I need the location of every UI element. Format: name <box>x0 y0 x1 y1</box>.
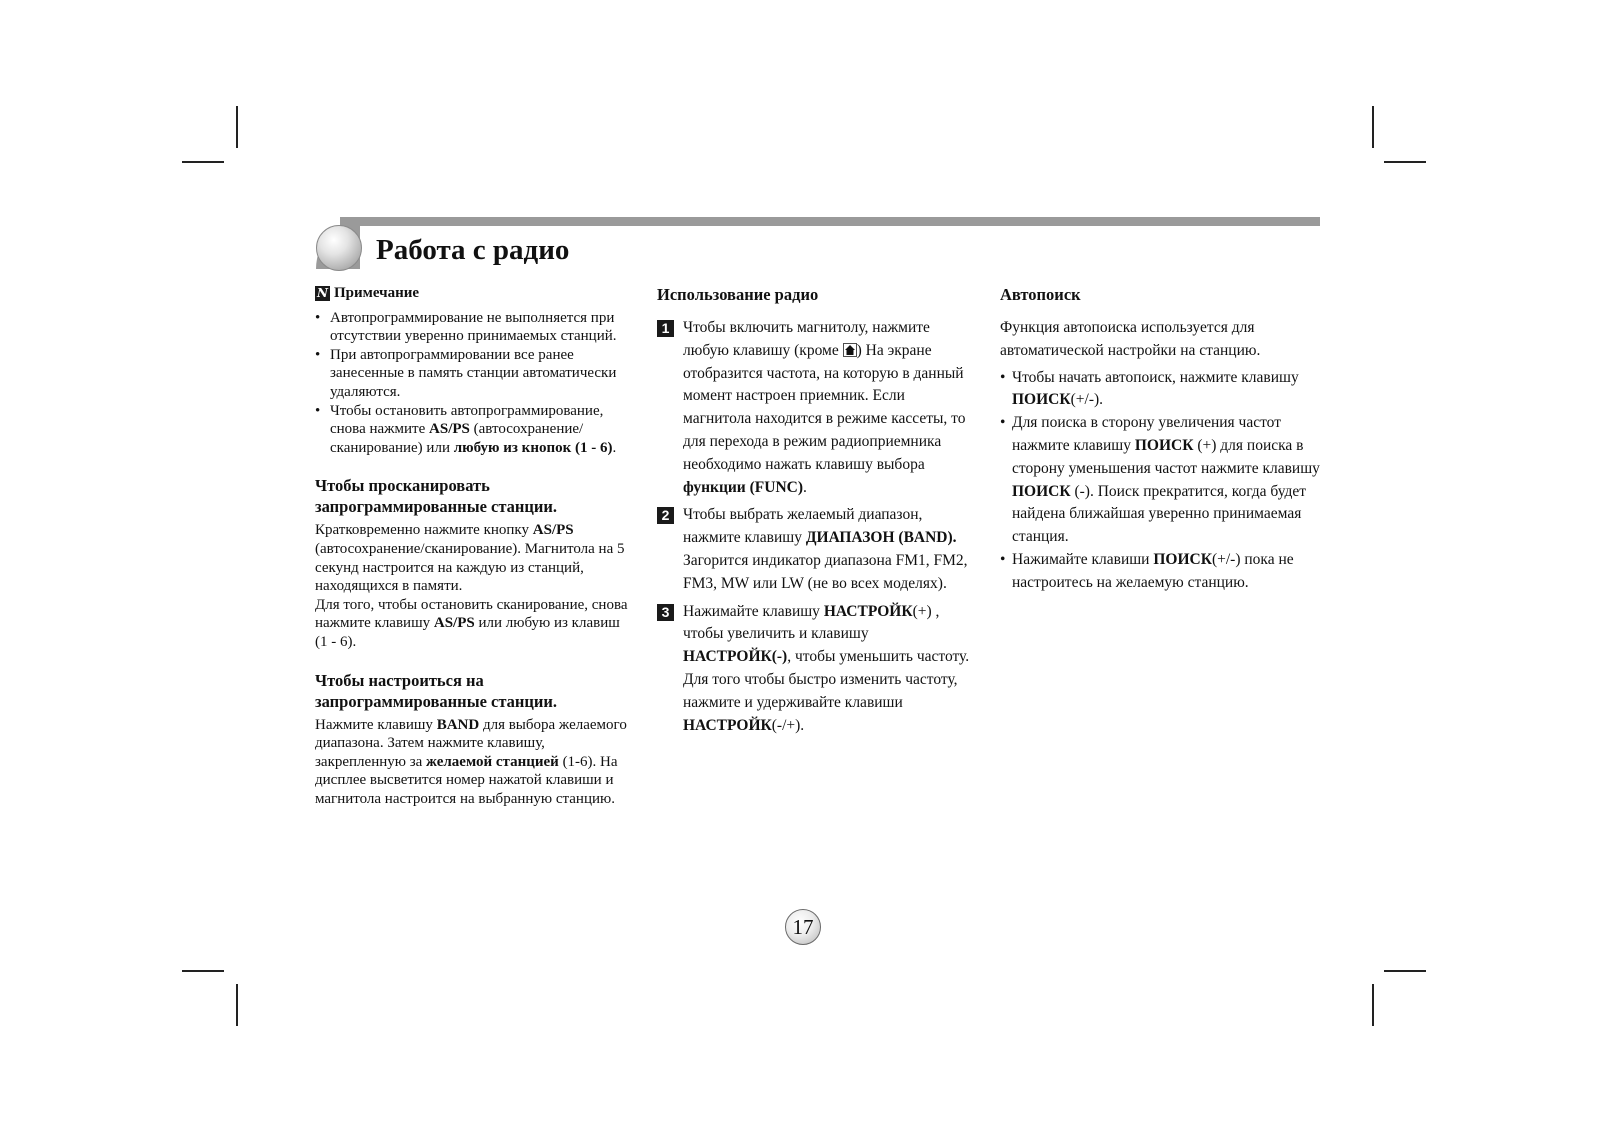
column-middle <box>657 284 975 742</box>
text: , чтобы уменьшить частоту. Для того чтобы быстро изменить частоту, нажмите и удерживайте клавиши <box>683 648 970 711</box>
step-text <box>683 317 975 499</box>
text: Чтобы начать автопоиск, нажмите клавишу <box>1012 368 1299 386</box>
section-heading-autosearch: Автопоиск <box>1000 285 1081 304</box>
key-name: желаемой станцией <box>426 753 559 770</box>
text: (+/-). <box>1070 391 1104 409</box>
section-heading-tune: Чтобы настроиться на запрограммированные станции. <box>315 670 558 711</box>
text: Нажимайте клавиши <box>1012 550 1154 568</box>
note-heading <box>315 284 630 303</box>
text: ) На экране отобразится частота, на которую в данный момент настроен приемник. Если магнитола находится в режиме кассеты, то для перехода в режим радиоприемника необходимо нажать клавишу выбора <box>683 341 966 473</box>
page-title: Работа с радио <box>376 234 570 266</box>
step-1 <box>657 317 975 499</box>
crop-mark <box>1372 984 1374 1026</box>
key-name: НАСТРОЙК(-) <box>683 648 788 666</box>
text: или любую из клавиш (1 - 6). <box>315 615 620 650</box>
key-name: ПОИСК <box>1134 436 1194 454</box>
crop-mark <box>182 970 224 972</box>
crop-mark <box>182 161 224 163</box>
crop-mark <box>1384 161 1426 163</box>
list-item <box>1000 549 1320 595</box>
step-text <box>683 601 975 738</box>
step-number: 3 <box>657 604 674 621</box>
list-item: • При автопрограммировании все ранее занесенные в память станции автоматически удаляются. <box>315 346 630 402</box>
text: (-/+). <box>771 716 805 734</box>
text: Для того, чтобы остановить сканирование, снова нажмите клавишу <box>315 596 628 632</box>
key-name: ДИАПАЗОН (BAND). <box>805 529 957 547</box>
scan-paragraph <box>315 521 630 595</box>
text: (автосохранение/сканирование). Магнитола на 5 секунд настроится на каждую из станций, находящихся в памяти. <box>315 540 625 595</box>
home-key-icon <box>843 343 857 357</box>
step-text <box>683 504 975 595</box>
step-number: 2 <box>657 507 674 524</box>
text: . <box>803 478 807 496</box>
autosearch-intro: Функция автопоиска используется для автоматической настройки на станцию. <box>1000 319 1261 359</box>
text: (1-6). На дисплее высветится номер нажатой клавиши и магнитола настроится на выбранную станцию. <box>315 753 618 807</box>
text: Кратковременно нажмите кнопку <box>315 522 533 539</box>
key-name: НАСТРОЙК <box>823 602 913 620</box>
step-number: 1 <box>657 320 674 337</box>
crop-mark <box>1372 106 1374 148</box>
text: (-). Поиск прекратится, когда будет найдена ближайшая уверенно принимаемая станция. <box>1012 482 1307 546</box>
text: . <box>612 439 617 456</box>
crop-mark <box>236 984 238 1026</box>
text: Для поиска в сторону увеличения частот нажмите клавишу <box>1012 414 1281 454</box>
list-item <box>1000 412 1320 549</box>
key-name: AS/PS <box>429 421 470 438</box>
autosearch-list <box>1000 367 1320 595</box>
note-icon: N <box>315 286 330 301</box>
section-heading-radio: Использование радио <box>657 285 819 304</box>
crop-mark <box>236 106 238 148</box>
section-heading-scan: Чтобы просканировать запрограммированные станции. <box>315 476 558 517</box>
text: (автосохранение/сканирование) или <box>330 421 584 456</box>
text: Нажмите клавишу <box>315 716 437 733</box>
key-name: ПОИСК <box>1153 550 1212 568</box>
text: для выбора желаемого диапазона. Затем нажмите клавишу, закрепленную за <box>315 716 627 770</box>
text: Чтобы включить магнитолу, нажмите любую клавишу (кроме <box>683 319 930 359</box>
text: Чтобы остановить автопрограммирование, снова нажмите <box>330 402 604 438</box>
key-name: любую из кнопок (1 - 6) <box>453 439 613 456</box>
column-right <box>1000 284 1320 595</box>
key-name: ПОИСК <box>1012 482 1071 500</box>
crop-mark <box>1384 970 1426 972</box>
key-name: НАСТРОЙК <box>683 716 772 734</box>
step-2 <box>657 504 975 595</box>
list-item: • Автопрограммирование не выполняется при отсутствии уверенно принимаемых станций. <box>315 309 630 346</box>
text: (+) , чтобы увеличить и клавишу <box>683 602 940 643</box>
title-bullet-icon <box>316 225 362 271</box>
column-left <box>315 284 630 808</box>
text: Загорится индикатор диапазона FM1, FM2, FM3, MW или LW (не во всех моделях). <box>683 551 968 592</box>
tune-paragraph <box>315 716 630 809</box>
key-name: AS/PS <box>433 615 475 632</box>
key-name: AS/PS <box>532 522 574 539</box>
key-name: функции (FUNC) <box>683 478 803 496</box>
key-name: BAND <box>436 716 480 733</box>
text: Чтобы выбрать желаемый диапазон, нажмите клавишу <box>683 506 923 547</box>
text: Нажимайте клавишу <box>683 602 824 620</box>
title-bar <box>340 217 1320 226</box>
text: (+) для поиска в сторону уменьшения частот нажмите клавишу <box>1012 436 1320 477</box>
text: (+/-) пока не настроитесь на желаемую станцию. <box>1012 550 1294 591</box>
list-item <box>315 402 630 458</box>
note-list <box>315 309 630 458</box>
step-3 <box>657 601 975 738</box>
page-number: 17 <box>785 909 821 945</box>
key-name: ПОИСК <box>1012 391 1071 409</box>
list-item <box>1000 367 1320 413</box>
scan-paragraph <box>315 596 630 652</box>
note-heading-text: Примечание <box>334 285 420 301</box>
